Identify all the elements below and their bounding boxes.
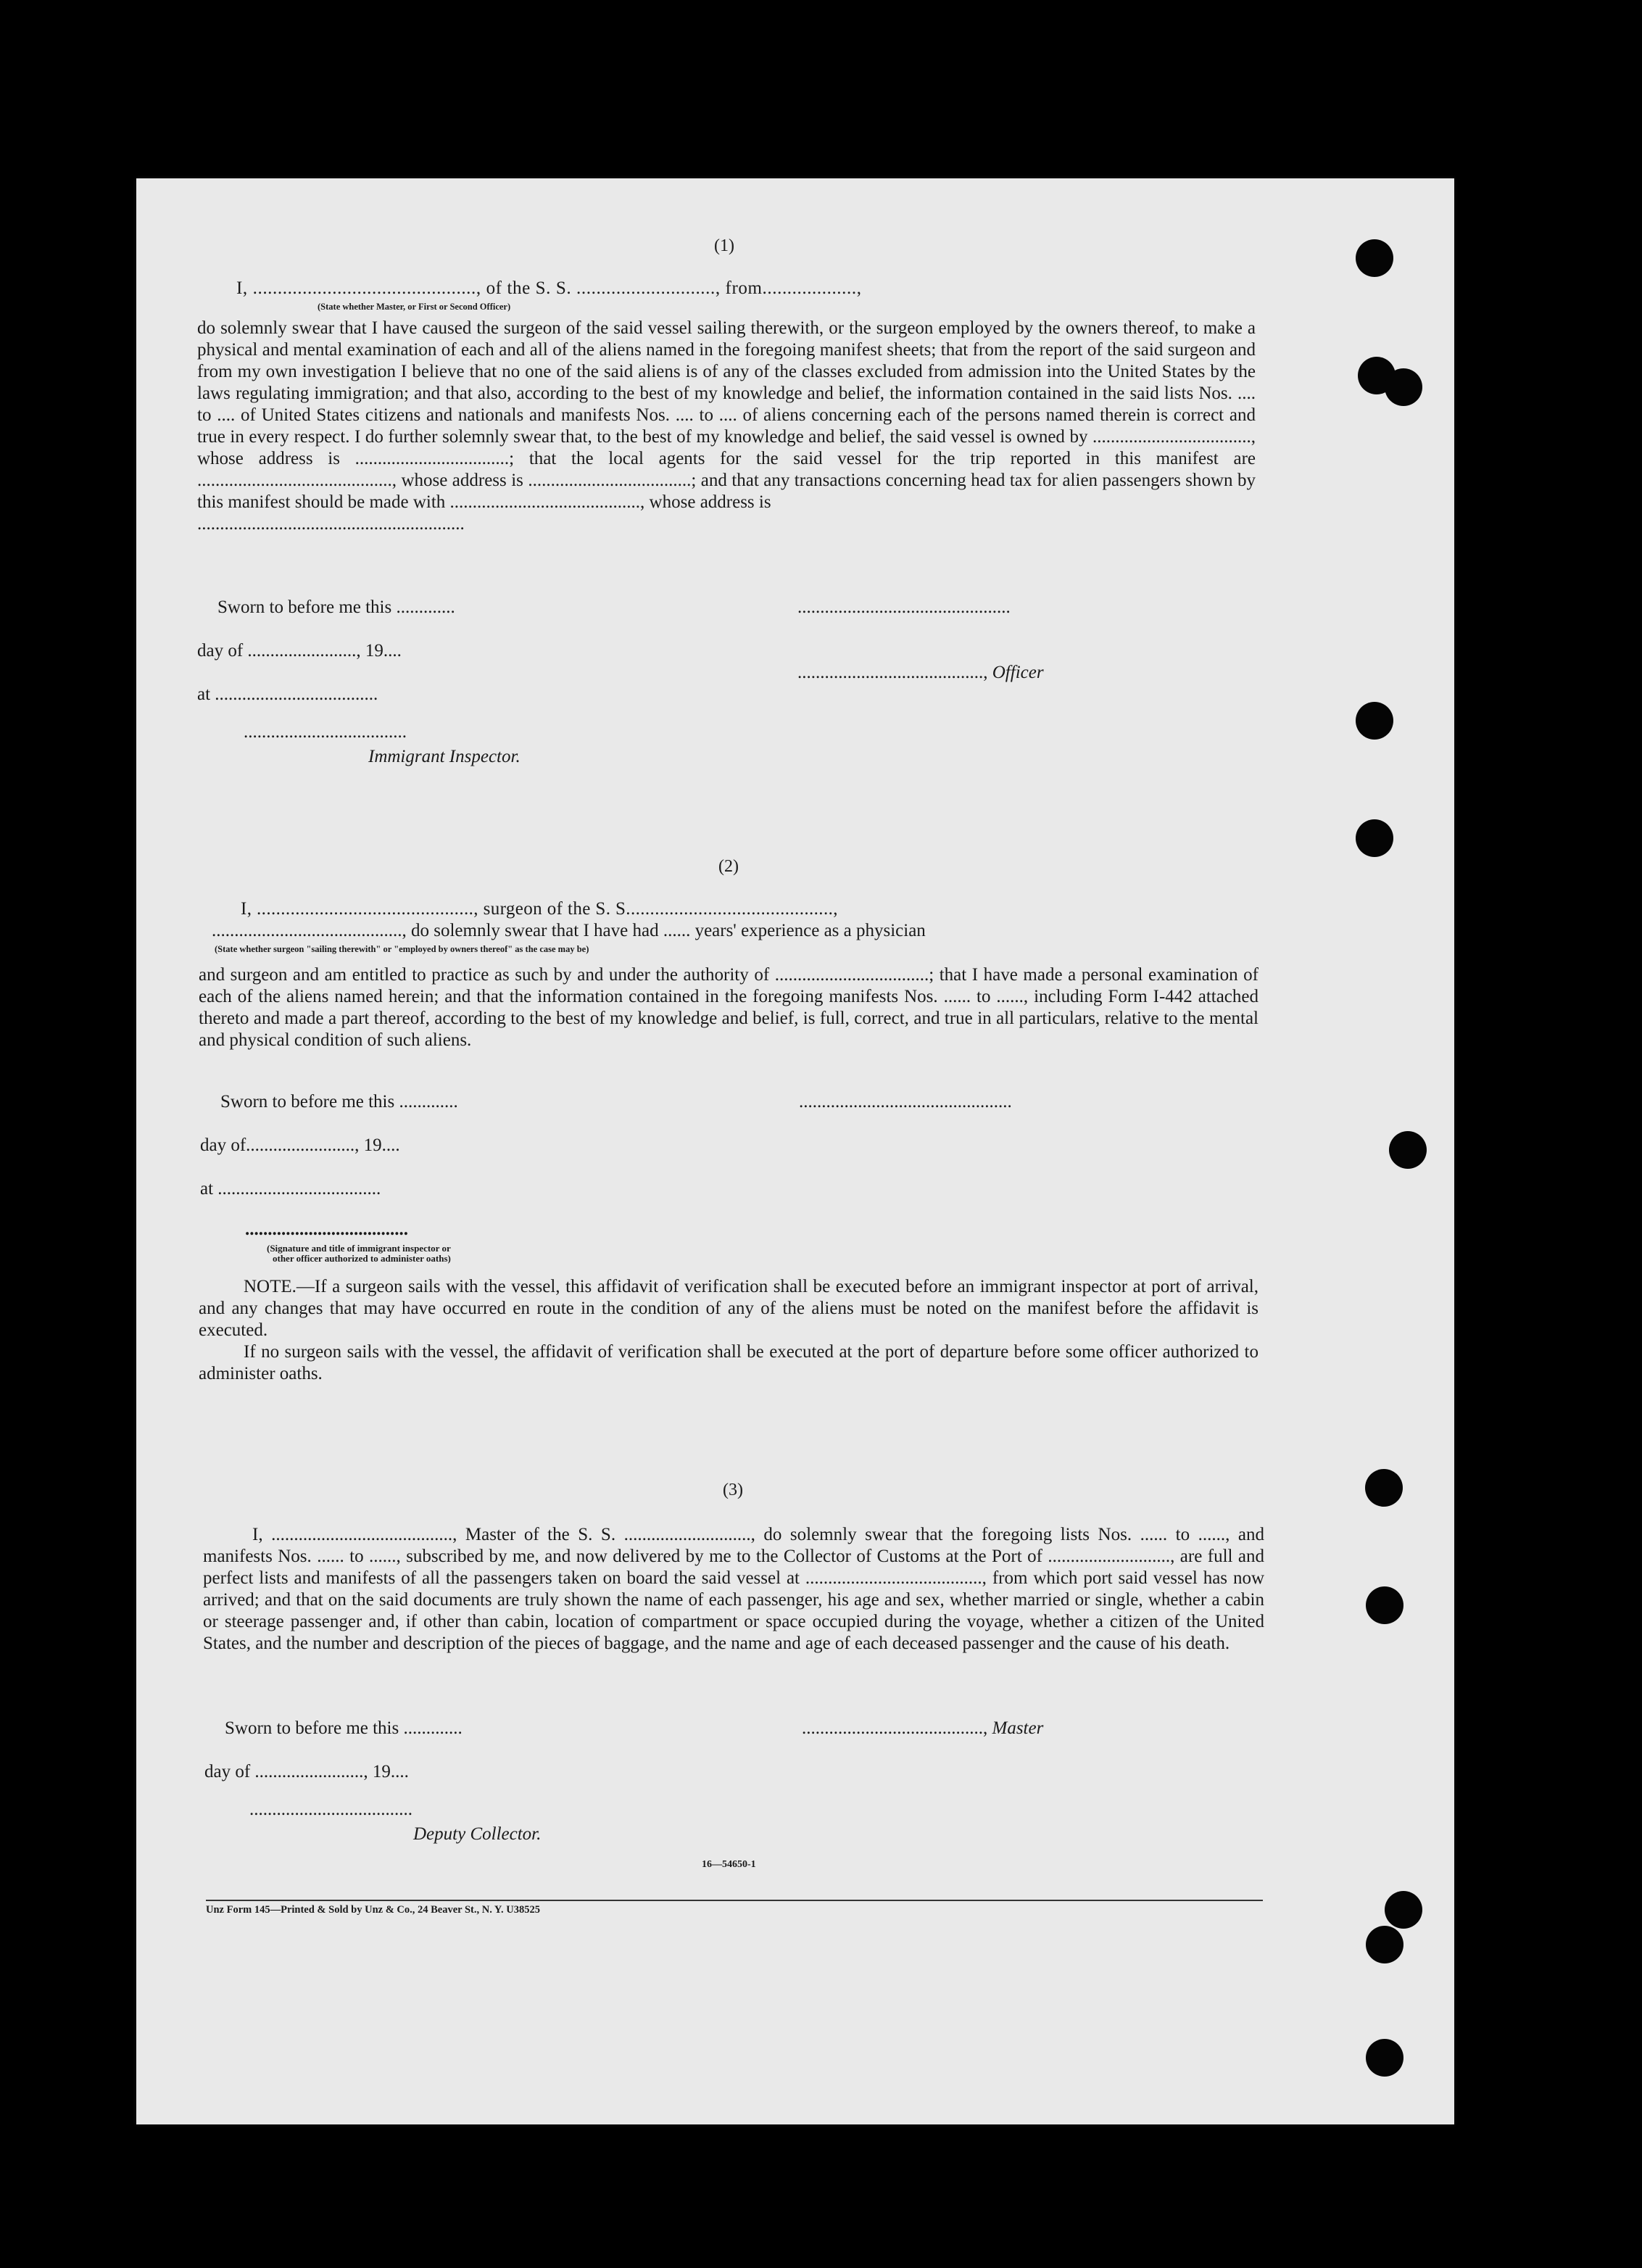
section-2-signature-dots: .................................... [245, 1220, 408, 1239]
section-3-day: day of ........................, 19.... [204, 1762, 409, 1781]
section-2-signature-caption-2: other officer authorized to administer oaths) [273, 1253, 451, 1264]
section-3-signature-dots: .................................... [249, 1800, 412, 1819]
section-1-day: day of ........................, 19.... [197, 641, 402, 661]
section-3-collector-label: Deputy Collector. [413, 1824, 542, 1844]
section-2-right-dots: ............................................... [799, 1092, 1012, 1112]
section-1-body [197, 318, 1256, 535]
section-2-first-line: I, ............................................., surgeon of the S. S..........................................., [241, 899, 838, 919]
section-2-note-1: NOTE.—If a surgeon sails with the vessel, this affidavit of verification shall be executed before an immigrant inspector at port of arrival, and any changes that may have occurred en route in the condition of any of the aliens must be noted on the manifest before the affidavit is executed. [199, 1277, 1259, 1340]
section-3-master-label: Master [992, 1718, 1044, 1738]
section-1-right-dots: ............................................... [797, 597, 1011, 617]
punch-hole [1389, 1131, 1427, 1169]
punch-hole [1366, 2039, 1403, 2077]
section-2-note [199, 1276, 1259, 1385]
punch-hole [1356, 819, 1393, 857]
section-2-number: (2) [718, 857, 739, 876]
section-2-signature-caption-1: (Signature and title of immigrant inspector or [267, 1243, 451, 1254]
section-1-first-line: I, ............................................., of the S. S. ............................, from..................., [236, 278, 862, 298]
section-2-sworn: Sworn to before me this ............. [220, 1092, 458, 1112]
form-number: 16—54650-1 [702, 1859, 756, 1870]
section-2-note-2: If no surgeon sails with the vessel, the affidavit of verification shall be executed at the port of departure before some officer authorized to administer oaths. [199, 1342, 1259, 1383]
section-2-at: at .................................... [200, 1179, 381, 1199]
section-1-number: (1) [714, 236, 734, 255]
punch-hole [1366, 1586, 1403, 1624]
punch-hole [1385, 368, 1422, 406]
printer-footer: Unz Form 145—Printed & Sold by Unz & Co., 24 Beaver St., N. Y. U38525 [206, 1904, 541, 1916]
section-1-sworn: Sworn to before me this ............. [217, 597, 455, 617]
punch-hole [1385, 1891, 1422, 1929]
punch-hole [1366, 1926, 1403, 1963]
section-1-officer-label: Officer [992, 663, 1044, 682]
section-1-officer-dots: ........................................., [797, 663, 992, 682]
section-1-caption: (State whether Master, or First or Second Officer) [318, 302, 511, 312]
section-1-officer-line [797, 663, 1044, 683]
punch-hole [1356, 702, 1393, 740]
section-1-at: at .................................... [197, 684, 378, 704]
punch-hole [1365, 1469, 1403, 1507]
section-2-second-line: .........................................., do solemnly swear that I have had ...... years' experience as a physician [212, 921, 926, 940]
section-3-sworn: Sworn to before me this ............. [225, 1718, 463, 1738]
section-1-body-text: do solemnly swear that I have caused the surgeon of the said vessel sailing therewith, or the surgeon employed by the owners thereof, to make a physical and mental examination of each and all of the aliens named in the foregoing manifest sheets; that from the report of the said surgeon and from my own investigation I believe that no one of the said aliens is of any of the classes excluded from admission into the United States by the laws regulating immigration; and that also, according to the best of my knowledge and belief, the information contained in the said lists Nos. .... to .... of United States citizens and nationals and manifests Nos. .... to .... of aliens concerning each of the persons named therein is correct and true in every respect. I do further solemnly swear that, to the best of my knowledge and belief, the said vessel is owned by ..................................., whose address is ..................................; that the local agents for the said vessel for the trip reported in this manifest are ..........................................., whose address is ....................................; and that any transactions concerning head tax for alien passengers shown by this manifest should be made with .........................................., whose address is [197, 318, 1256, 512]
form-sheet [136, 178, 1454, 2124]
section-3-number: (3) [723, 1481, 743, 1499]
footer-rule [206, 1900, 1263, 1901]
section-1-tail: ........................................................... [197, 514, 465, 534]
section-1-signature-dots: .................................... [244, 722, 407, 742]
section-3-master-dots: ........................................, [802, 1718, 992, 1738]
section-1-inspector-label: Immigrant Inspector. [368, 747, 521, 766]
section-2-body: and surgeon and am entitled to practice as such by and under the authority of ..................................; that I have made a personal examination of each of the aliens named herein; and that the information contained in the foregoing manifests Nos. ...... to ......, including Form I-442 attached thereto and made a part thereof, according to the best of my knowledge and belief, is full, correct, and true in all particulars, relative to the mental and physical condition of such aliens. [199, 965, 1259, 1050]
section-3-body: I, ........................................, Master of the S. S. ............................, do solemnly swear that the foregoing lists Nos. ...... to ......, and manifests Nos. ...... to ......, subscribed by me, and now delivered by me to the Collector of Customs at the Port of ..........................., are full and perfect lists and manifests of all the passengers taken on board the said vessel at ......................................., from which port said vessel has now arrived; and that on the said documents are truly shown the name of each passenger, his age and sex, whether married or single, whether a cabin or steerage passenger and, if other than cabin, location of compartment or space occupied during the voyage, whether a citizen of the United States, and the number and description of the pieces of baggage, and the name and age of each deceased passenger and the cause of his death. [203, 1525, 1264, 1653]
section-2-caption: (State whether surgeon "sailing therewith" or "employed by owners thereof" as the case may be) [215, 944, 589, 954]
section-2-day: day of........................, 19.... [200, 1135, 400, 1155]
punch-hole [1356, 239, 1393, 277]
section-3-master-line [802, 1718, 1043, 1739]
